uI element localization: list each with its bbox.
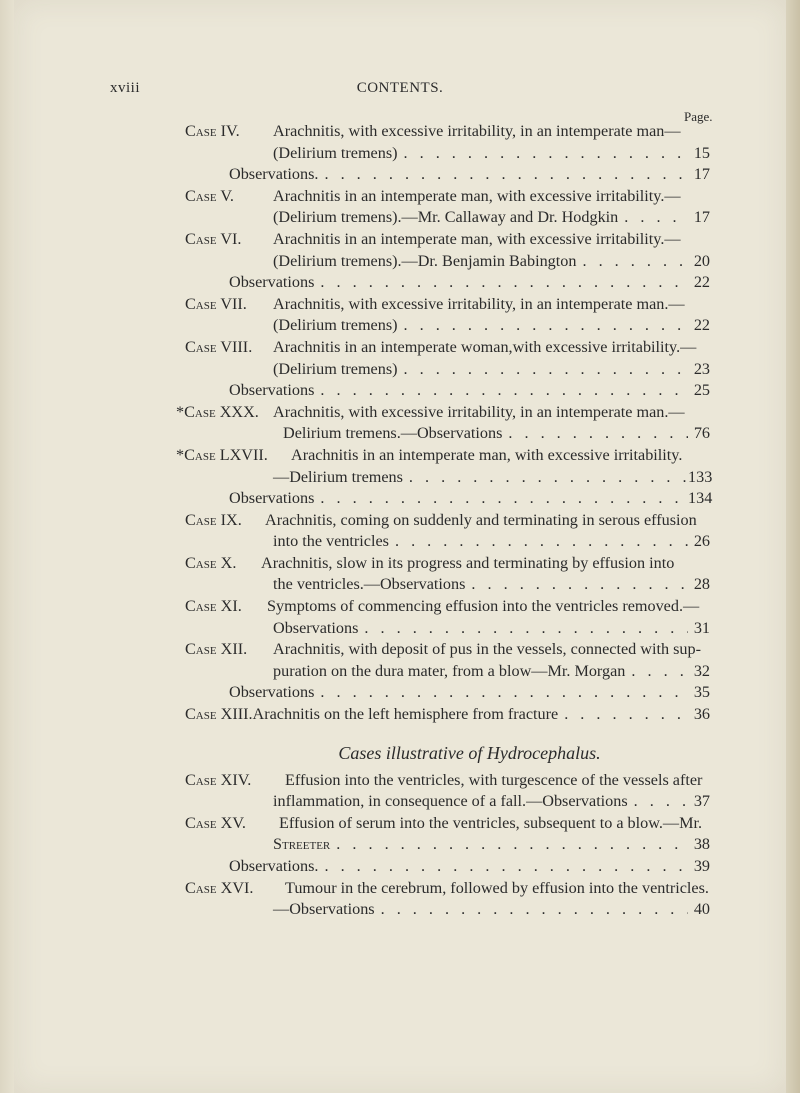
section-heading: Cases illustrative of Hydrocephalus.: [338, 742, 601, 763]
case-label: Case XI.: [185, 597, 242, 616]
case-label: Case XIV.: [185, 770, 252, 789]
toc-entry: [185, 272, 710, 294]
case-label: Case V.: [185, 186, 234, 205]
toc-entry: [185, 186, 710, 229]
entry-text: puration on the dura mater, from a blow—Mr. Morgan: [273, 661, 626, 680]
entry-page: 25: [693, 381, 710, 400]
entry-text: Observations: [229, 683, 315, 702]
entry-page: 20: [693, 251, 710, 270]
entry-page: 15: [693, 143, 710, 162]
entry-page: 32: [693, 661, 710, 680]
entry-text: Observations.: [229, 857, 319, 875]
toc-entry: [185, 596, 710, 639]
entry-text: Effusion into the ventricles, with turgescence of the vessels after: [285, 770, 703, 789]
entry-text: inflammation, in consequence of a fall.—Observations: [273, 792, 628, 811]
entry-text: Effusion of serum into the ventricles, subsequent to a blow.—Mr.: [279, 813, 703, 832]
page-number: xviii: [110, 80, 141, 96]
toc-entry: [185, 488, 713, 510]
entry-text: Delirium tremens.—Observations: [283, 424, 503, 443]
page-column-label: Page.: [684, 109, 713, 124]
toc-entry: [185, 682, 710, 704]
case-label: Case VIII.: [185, 337, 253, 356]
entry-text: Observations: [229, 381, 315, 400]
entry-text: Arachnitis on the left hemisphere from fracture: [252, 705, 559, 724]
entry-page: 36: [693, 705, 710, 724]
toc-entry: [185, 553, 710, 596]
entry-text: Tumour in the cerebrum, followed by effusion into the ventricles.: [285, 878, 709, 897]
toc-entry: [176, 445, 713, 488]
entry-page: 40: [693, 900, 710, 919]
entry-text: (Delirium tremens): [273, 143, 398, 162]
entry-text: Arachnitis, with deposit of pus in the vessels, connected with sup-: [273, 640, 701, 659]
toc-entry: [185, 294, 710, 337]
entry-text: —Delirium tremens: [273, 467, 403, 486]
page-right-edge: [786, 0, 800, 1093]
toc-entry: [185, 121, 710, 164]
page-left-edge: [0, 0, 14, 1093]
toc-entry: [185, 337, 710, 380]
entry-text: Observations: [229, 489, 315, 508]
entry-text: Arachnitis, with excessive irritability, in an intemperate man.—: [273, 402, 685, 421]
entry-text: Observations.: [229, 165, 319, 184]
case-label: Case XVI.: [185, 878, 254, 897]
entry-text: Arachnitis in an intemperate man, with excessive irritability.—: [273, 229, 681, 248]
toc-entry: [185, 510, 710, 553]
entry-text: Arachnitis in an intemperate man, with excessive irritability.: [291, 445, 683, 464]
case-label: Case XIII.: [185, 705, 253, 724]
entry-page: 22: [693, 316, 710, 335]
case-label: Case VII.: [185, 294, 247, 313]
entry-page: 35: [693, 683, 710, 702]
case-label: Case VI.: [185, 229, 242, 248]
entry-text: Arachnitis, slow in its progress and terminating by effusion into: [261, 553, 675, 572]
entry-text: into the ventricles: [273, 532, 389, 551]
toc-entry: [185, 704, 710, 726]
entry-text: Arachnitis, with excessive irritability, in an intemperate man.—: [273, 294, 685, 313]
toc-entry: [185, 856, 710, 878]
case-label: Case X.: [185, 553, 237, 572]
entry-text: Arachnitis in an intemperate man, with excessive irritability.—: [273, 186, 681, 205]
entry-page: 23: [693, 359, 710, 378]
entry-text: Arachnitis in an intemperate woman,with excessive irritability.—: [273, 337, 697, 356]
entry-text: —Observations: [273, 900, 375, 919]
entry-text: (Delirium tremens).—Dr. Benjamin Babington: [273, 251, 577, 270]
case-label: *Case LXVII.: [176, 445, 268, 464]
toc-entry: [185, 164, 710, 186]
entry-page: 17: [693, 208, 710, 227]
toc-entry: [176, 402, 710, 445]
entry-page: 17: [693, 165, 710, 184]
entry-page: 134: [688, 489, 713, 508]
case-label: Case IX.: [185, 510, 242, 529]
entry-text: Arachnitis, coming on suddenly and terminating in serous effusion: [265, 510, 697, 529]
entry-text: (Delirium tremens): [273, 316, 398, 335]
case-label: Case XV.: [185, 813, 246, 832]
case-label: *Case XXX.: [176, 402, 259, 421]
entry-page: 37: [693, 792, 710, 811]
entry-text: Streeter: [273, 835, 331, 854]
case-label: Case IV.: [185, 122, 240, 140]
contents-list: [176, 121, 713, 921]
entry-page: 28: [693, 575, 710, 594]
entry-page: 38: [693, 835, 710, 854]
entry-text: (Delirium tremens).—Mr. Callaway and Dr. Hodgkin: [273, 208, 619, 227]
toc-entry: [185, 878, 710, 921]
running-title: CONTENTS.: [356, 80, 444, 96]
entry-text: Observations: [229, 273, 315, 292]
toc-entry: [185, 229, 710, 272]
entry-page: 133: [688, 467, 713, 486]
entry-text: Symptoms of commencing effusion into the ventricles removed.—: [267, 597, 700, 616]
toc-entry: [185, 813, 710, 856]
toc-entry: [185, 770, 710, 813]
entry-page: 76: [693, 424, 710, 443]
entry-page: 26: [693, 532, 710, 551]
entry-text: (Delirium tremens): [273, 359, 398, 378]
toc-entry: [185, 380, 710, 402]
toc-entry: [185, 639, 710, 682]
entry-page: 31: [693, 618, 710, 637]
entry-page: 39: [693, 857, 710, 875]
entry-page: 22: [693, 273, 710, 292]
running-header: [0, 80, 800, 104]
entry-text: Observations: [273, 618, 359, 637]
entry-text: the ventricles.—Observations: [273, 575, 466, 594]
case-label: Case XII.: [185, 640, 248, 659]
entry-text: Arachnitis, with excessive irritability, in an intemperate man—: [273, 122, 681, 140]
